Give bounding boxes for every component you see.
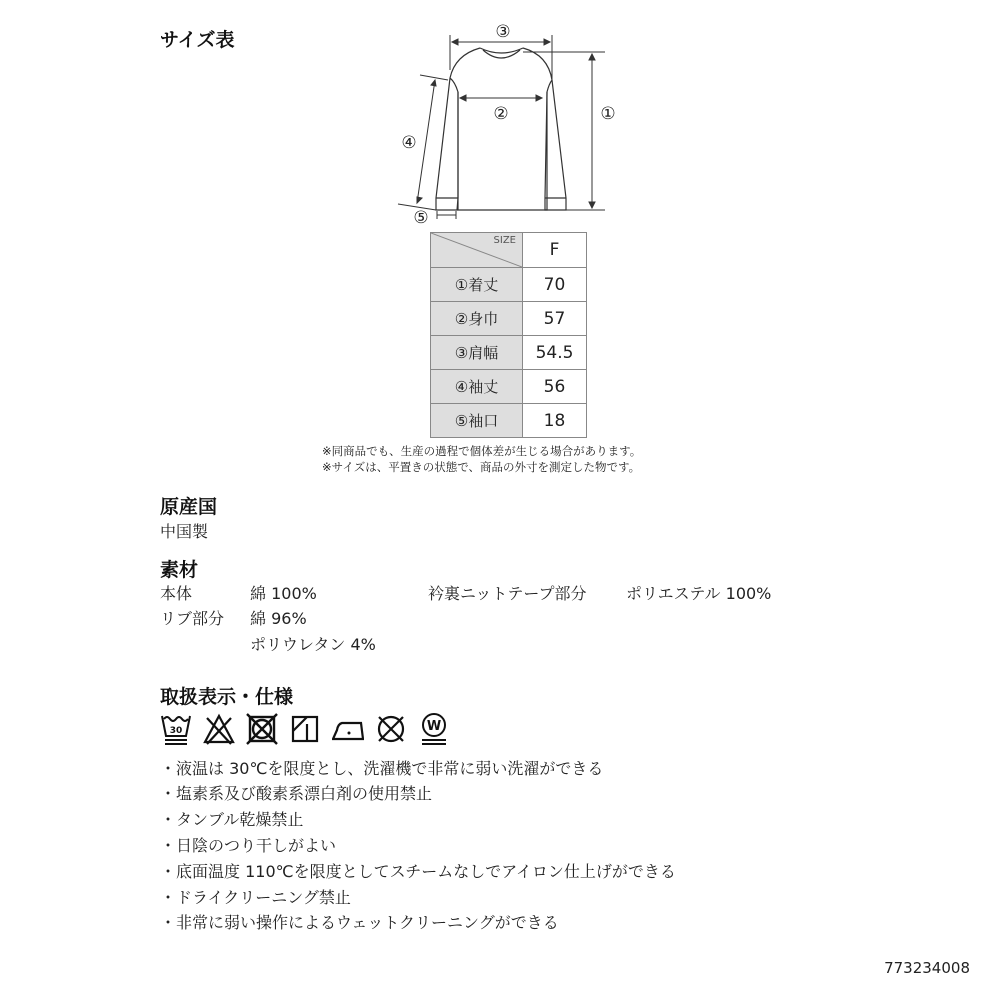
size-chart-title: サイズ表 [160,29,235,51]
garment-measurement-diagram [0,0,1000,240]
product-code: 773234008 [884,959,970,977]
row-label: ⑤袖口 [431,404,523,438]
material-body-value: 綿 100% [250,584,317,603]
label-body-width: ② [493,104,509,124]
row-label: ②身巾 [431,302,523,336]
care-title: 取扱表示・仕様 [160,686,294,708]
row-value: 70 [523,268,587,302]
care-item: ・日陰のつり干しがよい [160,836,337,855]
wash-temp-label: 30 [169,726,183,736]
care-icons [160,712,450,746]
size-header-label: SIZE [493,235,516,246]
row-label: ③肩幅 [431,336,523,370]
size-f-header: F [523,233,587,268]
size-header-corner [431,233,523,268]
table-row [431,404,587,438]
label-cuff-width: ⑤ [413,208,429,228]
material-collar-value: ポリエステル 100% [626,584,772,603]
no-bleach-icon [203,712,235,746]
size-table [430,232,587,438]
label-sleeve-length: ④ [401,133,417,153]
row-value: 56 [523,370,587,404]
wet-clean-gentle-icon [418,712,450,746]
size-note-1: ※同商品でも、生産の過程で個体差が生じる場合があります。 [322,444,642,458]
origin-value: 中国製 [160,522,209,541]
row-value: 54.5 [523,336,587,370]
table-row [431,336,587,370]
size-note-2: ※サイズは、平置きの状態で、商品の外寸を測定した物です。 [322,460,641,474]
origin-title: 原産国 [160,496,218,518]
care-item: ・非常に弱い操作によるウェットクリーニングができる [160,913,559,932]
row-value: 57 [523,302,587,336]
row-label: ①着丈 [431,268,523,302]
svg-text:W: W [426,719,442,734]
material-rib-value-1: 綿 96% [250,609,307,628]
no-dry-clean-icon [375,712,407,746]
care-item: ・タンブル乾燥禁止 [160,810,304,829]
row-label: ④袖丈 [431,370,523,404]
iron-low-icon [332,712,364,746]
table-row [431,268,587,302]
care-item: ・液温は 30℃を限度とし、洗濯機で非常に弱い洗濯ができる [160,759,604,778]
care-item: ・塩素系及び酸素系漂白剤の使用禁止 [160,784,433,803]
material-rib-label: リブ部分 [160,609,225,628]
no-tumble-dry-icon [246,712,278,746]
line-dry-shade-icon [289,712,321,746]
label-shoulder-width: ③ [495,22,511,42]
row-value: 18 [523,404,587,438]
material-body-label: 本体 [160,584,193,603]
label-length: ① [600,104,616,124]
table-row [431,370,587,404]
care-item: ・底面温度 110℃を限度としてスチームなしでアイロン仕上げができる [160,862,676,881]
wash-30-gentle-icon [160,712,192,746]
material-collar-label: 衿裏ニットテープ部分 [428,584,587,603]
table-row [431,302,587,336]
material-rib-value-2: ポリウレタン 4% [250,635,376,654]
care-item: ・ドライクリーニング禁止 [160,888,351,907]
material-title: 素材 [160,559,199,581]
